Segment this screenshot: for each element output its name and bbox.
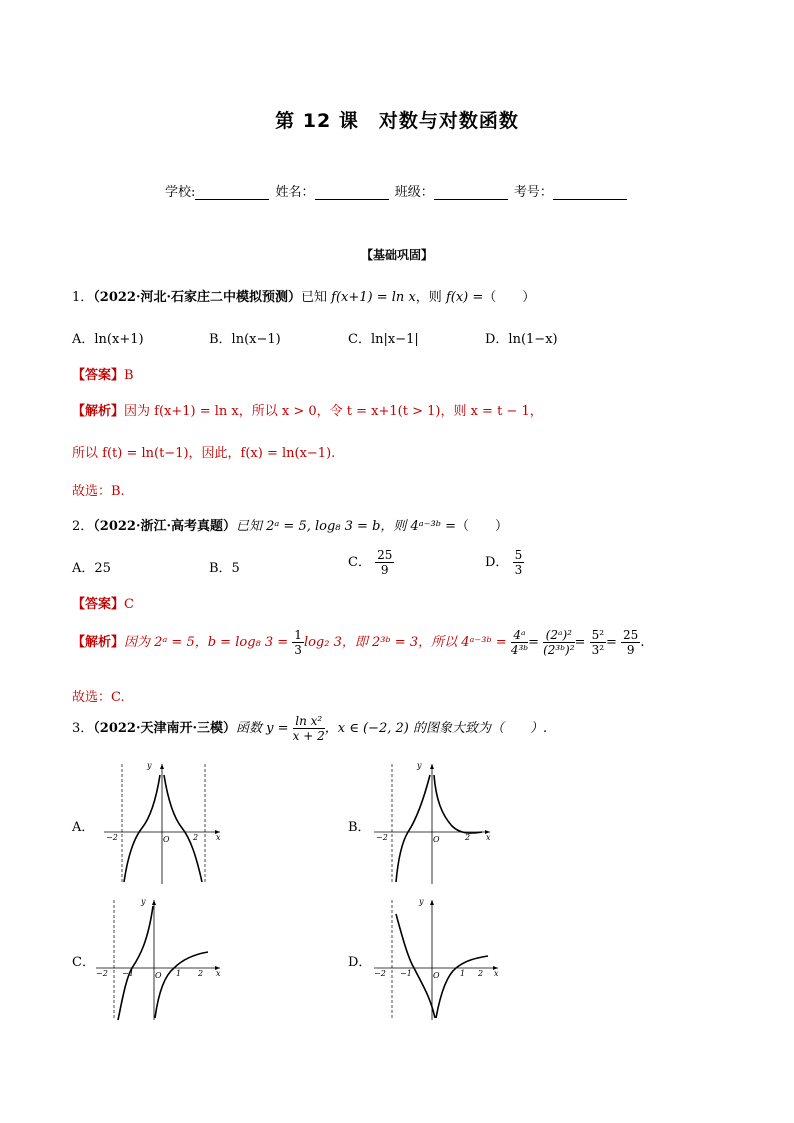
student-info-row <box>165 181 629 200</box>
q2-option-d-fraction <box>513 548 525 577</box>
analysis-tag: 【解析】 <box>72 404 125 419</box>
q1-paren: （ ） <box>483 290 536 305</box>
q2-option-b[interactable]: B．5 <box>209 561 240 576</box>
fraction-denominator: 3 <box>514 563 523 577</box>
school-blank[interactable] <box>195 187 269 200</box>
x-label: x <box>494 969 499 978</box>
y-label: y <box>419 897 424 906</box>
fraction-numerator: 1 <box>294 628 302 642</box>
q1-stem <box>72 286 535 305</box>
q1-option-d[interactable]: D．ln(1−x) <box>485 332 558 347</box>
q3-function-fraction <box>293 714 325 743</box>
q2-option-c-label: C． <box>348 555 371 570</box>
q3-source: （2022·天津南开·三模） <box>93 721 237 736</box>
q1-conclusion: 故选：B. <box>72 484 125 499</box>
tick-label-pos1: 1 <box>460 969 466 978</box>
q1-stem-text-b: ，则 <box>415 290 442 305</box>
y-arrow-icon <box>430 900 434 905</box>
fraction-numerator: 5² <box>591 628 605 642</box>
q2-option-c[interactable] <box>348 548 394 577</box>
y-label: y <box>147 761 152 770</box>
x-label: x <box>216 969 221 978</box>
fraction-numerator: (2ᵃ)² <box>543 628 574 643</box>
q2-analysis: 【解析】因为 2ᵃ = 5，b = log₈ 3 = $\frac{1}{3}$ log₂ 3，即 2³ᵇ = 3，所以 4ᵃ⁻³ᵇ = $\frac{\text{4ᵃ}}{\text{4³ᵇ}}$ = $\frac{\text{(2ᵃ)²}}{\text{(2³ᵇ)²}}$ = $\frac{\text{5²}}{\text{3²}}$ = $\frac{25}{9}$ . <box>72 628 645 657</box>
school-label: 学校: <box>165 185 196 200</box>
fraction-numerator: ln x² <box>293 714 325 729</box>
q1-analysis-text-1: 因为 f(x+1) = ln x，所以 x > 0，令 t = x+1(t > 1)，则 x = t − 1， <box>124 404 543 419</box>
fraction-numerator: 5 <box>514 548 523 562</box>
q2-paren: （ ） <box>455 519 508 534</box>
q2-number: 2． <box>72 519 94 534</box>
tick-label-neg1: −1 <box>400 969 412 978</box>
page-title: 第 12 课 对数与对数函数 <box>275 110 519 132</box>
class-blank[interactable] <box>434 187 508 200</box>
exam-no-label: 考号： <box>513 185 553 200</box>
q2-option-c-fraction <box>375 548 394 577</box>
q3-option-d-label[interactable]: D． <box>348 955 372 970</box>
q1-formula-fx: f(x) = <box>445 290 484 305</box>
curve-right <box>155 952 208 1018</box>
q1-option-c[interactable]: C．ln|x−1| <box>348 332 419 347</box>
tick-label-pos2: 2 <box>198 969 204 978</box>
x-label: x <box>216 833 221 842</box>
q2-option-a[interactable]: A．25 <box>72 561 111 576</box>
q3-graph-d[interactable] <box>370 896 500 1022</box>
q3-option-c-label[interactable]: C． <box>72 955 95 970</box>
fraction-denominator: x + 2 <box>292 729 325 743</box>
q2-conclusion: 故选：C. <box>72 690 125 705</box>
q2-analysis-text-b: log₂ 3，即 2³ᵇ = 3，所以 4ᵃ⁻³ᵇ = <box>303 635 507 650</box>
q3-graph-b[interactable] <box>370 760 492 886</box>
q3-graph-a[interactable] <box>100 760 222 886</box>
q1-answer <box>72 364 134 383</box>
q2-analysis-frac-3 <box>590 628 606 657</box>
analysis-tag: 【解析】 <box>72 635 125 650</box>
origin-label: O <box>155 971 162 980</box>
fraction-numerator: 25 <box>377 548 393 562</box>
q1-option-a[interactable]: A．ln(x+1) <box>72 332 144 347</box>
y-label: y <box>417 761 422 770</box>
tick-label-pos1: 1 <box>176 969 182 978</box>
name-label: 姓名： <box>275 185 315 200</box>
x-label: x <box>486 833 491 842</box>
q2-analysis-frac-2 <box>543 628 574 657</box>
q2-option-d-label: D． <box>485 555 509 570</box>
q1-source: （2022·河北·石家庄二中模拟预测） <box>93 290 302 305</box>
q1-answer-value: B <box>124 368 134 383</box>
q3-option-a-label[interactable]: A． <box>72 820 95 835</box>
fraction-numerator: 4ᵃ <box>511 628 528 643</box>
q1-stem-text: 已知 <box>301 290 328 305</box>
fraction-denominator: 9 <box>380 563 389 577</box>
tick-label-pos2: 2 <box>478 969 484 978</box>
q2-stem-text: 已知 2ᵃ = 5, log₈ 3 = b，则 4ᵃ⁻³ᵇ = <box>236 519 456 534</box>
origin-label: O <box>433 835 440 844</box>
q1-number: 1． <box>72 290 94 305</box>
y-arrow-icon <box>160 764 164 769</box>
q2-analysis-frac-4 <box>621 628 640 657</box>
q2-analysis-frac-1 <box>511 628 528 657</box>
tick-label-neg2: −2 <box>374 969 386 978</box>
fraction-denominator: 9 <box>626 643 635 657</box>
origin-label: O <box>163 835 170 844</box>
y-arrow-icon <box>152 900 156 905</box>
fraction-denominator: 3 <box>294 643 302 657</box>
q2-answer <box>72 593 134 612</box>
q3-stem-text-b: ，x ∈ (−2, 2) 的图象大致为（ ）. <box>324 721 548 736</box>
q2-analysis-text-a: 因为 2ᵃ = 5，b = log₈ 3 = <box>124 635 289 650</box>
q3-option-b-label[interactable]: B． <box>348 820 371 835</box>
q3-number: 3． <box>72 721 94 736</box>
tick-label-neg2: −2 <box>106 833 118 842</box>
tick-label-neg2: −2 <box>376 833 388 842</box>
y-arrow-icon <box>430 764 434 769</box>
fraction-denominator: 3² <box>591 643 605 657</box>
curve-right <box>164 775 202 882</box>
q2-source: （2022·浙江·高考真题） <box>93 519 237 534</box>
fraction-numerator: 25 <box>623 628 639 642</box>
y-label: y <box>141 897 146 906</box>
curve-left <box>396 775 430 882</box>
q2-answer-value: C <box>124 597 134 612</box>
section-heading: 【基础巩固】 <box>360 248 433 262</box>
q2-option-d[interactable] <box>485 548 524 577</box>
name-blank[interactable] <box>315 187 389 200</box>
curve-right <box>434 775 482 833</box>
curve-left <box>118 906 153 1020</box>
q1-formula: f(x+1) = ln x <box>331 290 416 305</box>
curve-left <box>124 775 160 882</box>
q1-analysis-1 <box>72 400 543 419</box>
tick-label-neg2: −2 <box>96 969 108 978</box>
answer-tag: 【答案】 <box>72 597 125 612</box>
curve-right <box>436 956 488 1018</box>
q2-stem <box>72 515 508 534</box>
class-label: 班级： <box>394 185 434 200</box>
fraction-denominator: 4³ᵇ <box>510 643 529 657</box>
tick-label-pos2: 2 <box>193 833 199 842</box>
answer-tag: 【答案】 <box>72 368 125 383</box>
q3-graph-c[interactable] <box>92 896 222 1022</box>
fraction-denominator: (2³ᵇ)² <box>543 643 575 657</box>
q3-stem-text: 函数 y = <box>236 721 289 736</box>
q2-analysis-frac-third <box>292 628 304 657</box>
origin-label: O <box>433 971 440 980</box>
q3-stem <box>72 714 547 743</box>
q1-analysis-2: 所以 f(t) = ln(t−1)，因此，f(x) = ln(x−1). <box>72 446 336 461</box>
tick-label-pos2: 2 <box>465 833 471 842</box>
exam-no-blank[interactable] <box>553 187 627 200</box>
curve-left <box>396 914 435 1018</box>
q1-option-b[interactable]: B．ln(x−1) <box>209 332 281 347</box>
tick-label-neg1: −1 <box>122 969 134 978</box>
